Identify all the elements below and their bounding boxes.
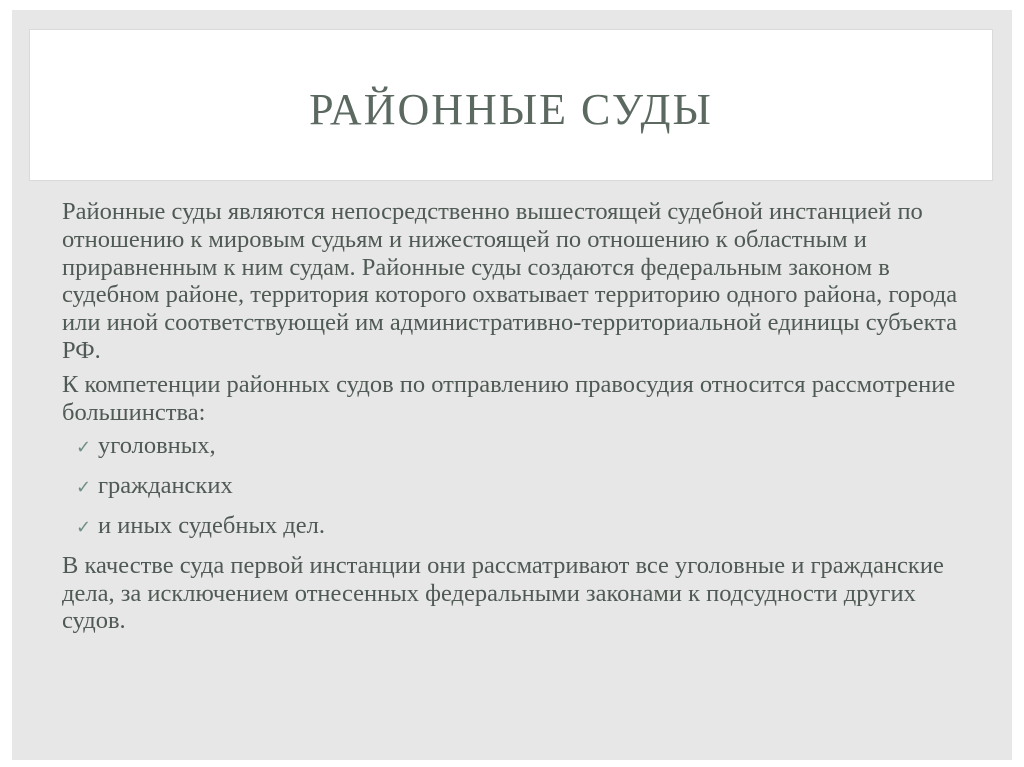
paragraph-2: К компетенции районных судов по отправлению правосудия относится рассмотрение большинства: xyxy=(62,370,956,426)
bullet-text: и иных судебных дел. xyxy=(98,511,325,539)
list-item xyxy=(76,512,962,542)
slide xyxy=(12,10,1012,760)
title-box xyxy=(30,30,992,180)
bullet-text: уголовных, xyxy=(98,432,216,460)
check-icon: ✓ xyxy=(76,516,92,538)
check-icon: ✓ xyxy=(76,437,92,459)
slide-title: РАЙОННЫЕ СУДЫ xyxy=(309,85,713,134)
list-item xyxy=(76,432,962,462)
paragraph-1: Районные суды являются непосредственно вышестоящей судебной инстанцией по отношению к мировым судьям и нижестоящей по отношению к областным и приравненным к ним судам. Районные суды создаются федеральным законом в судебном районе, территория которого охватывает территорию одного района, города или иной соответствующей им административно-территориальной единицы субъекта РФ. xyxy=(62,198,958,364)
slide-content xyxy=(62,198,962,641)
paragraph-3: В качестве суда первой инстанции они рассматривают все уголовные и гражданские дела, за исключением отнесенных федеральными законами к подсудности других судов. xyxy=(62,551,944,635)
list-item xyxy=(76,472,962,502)
check-icon: ✓ xyxy=(76,477,92,499)
bullet-text: гражданских xyxy=(98,472,233,500)
